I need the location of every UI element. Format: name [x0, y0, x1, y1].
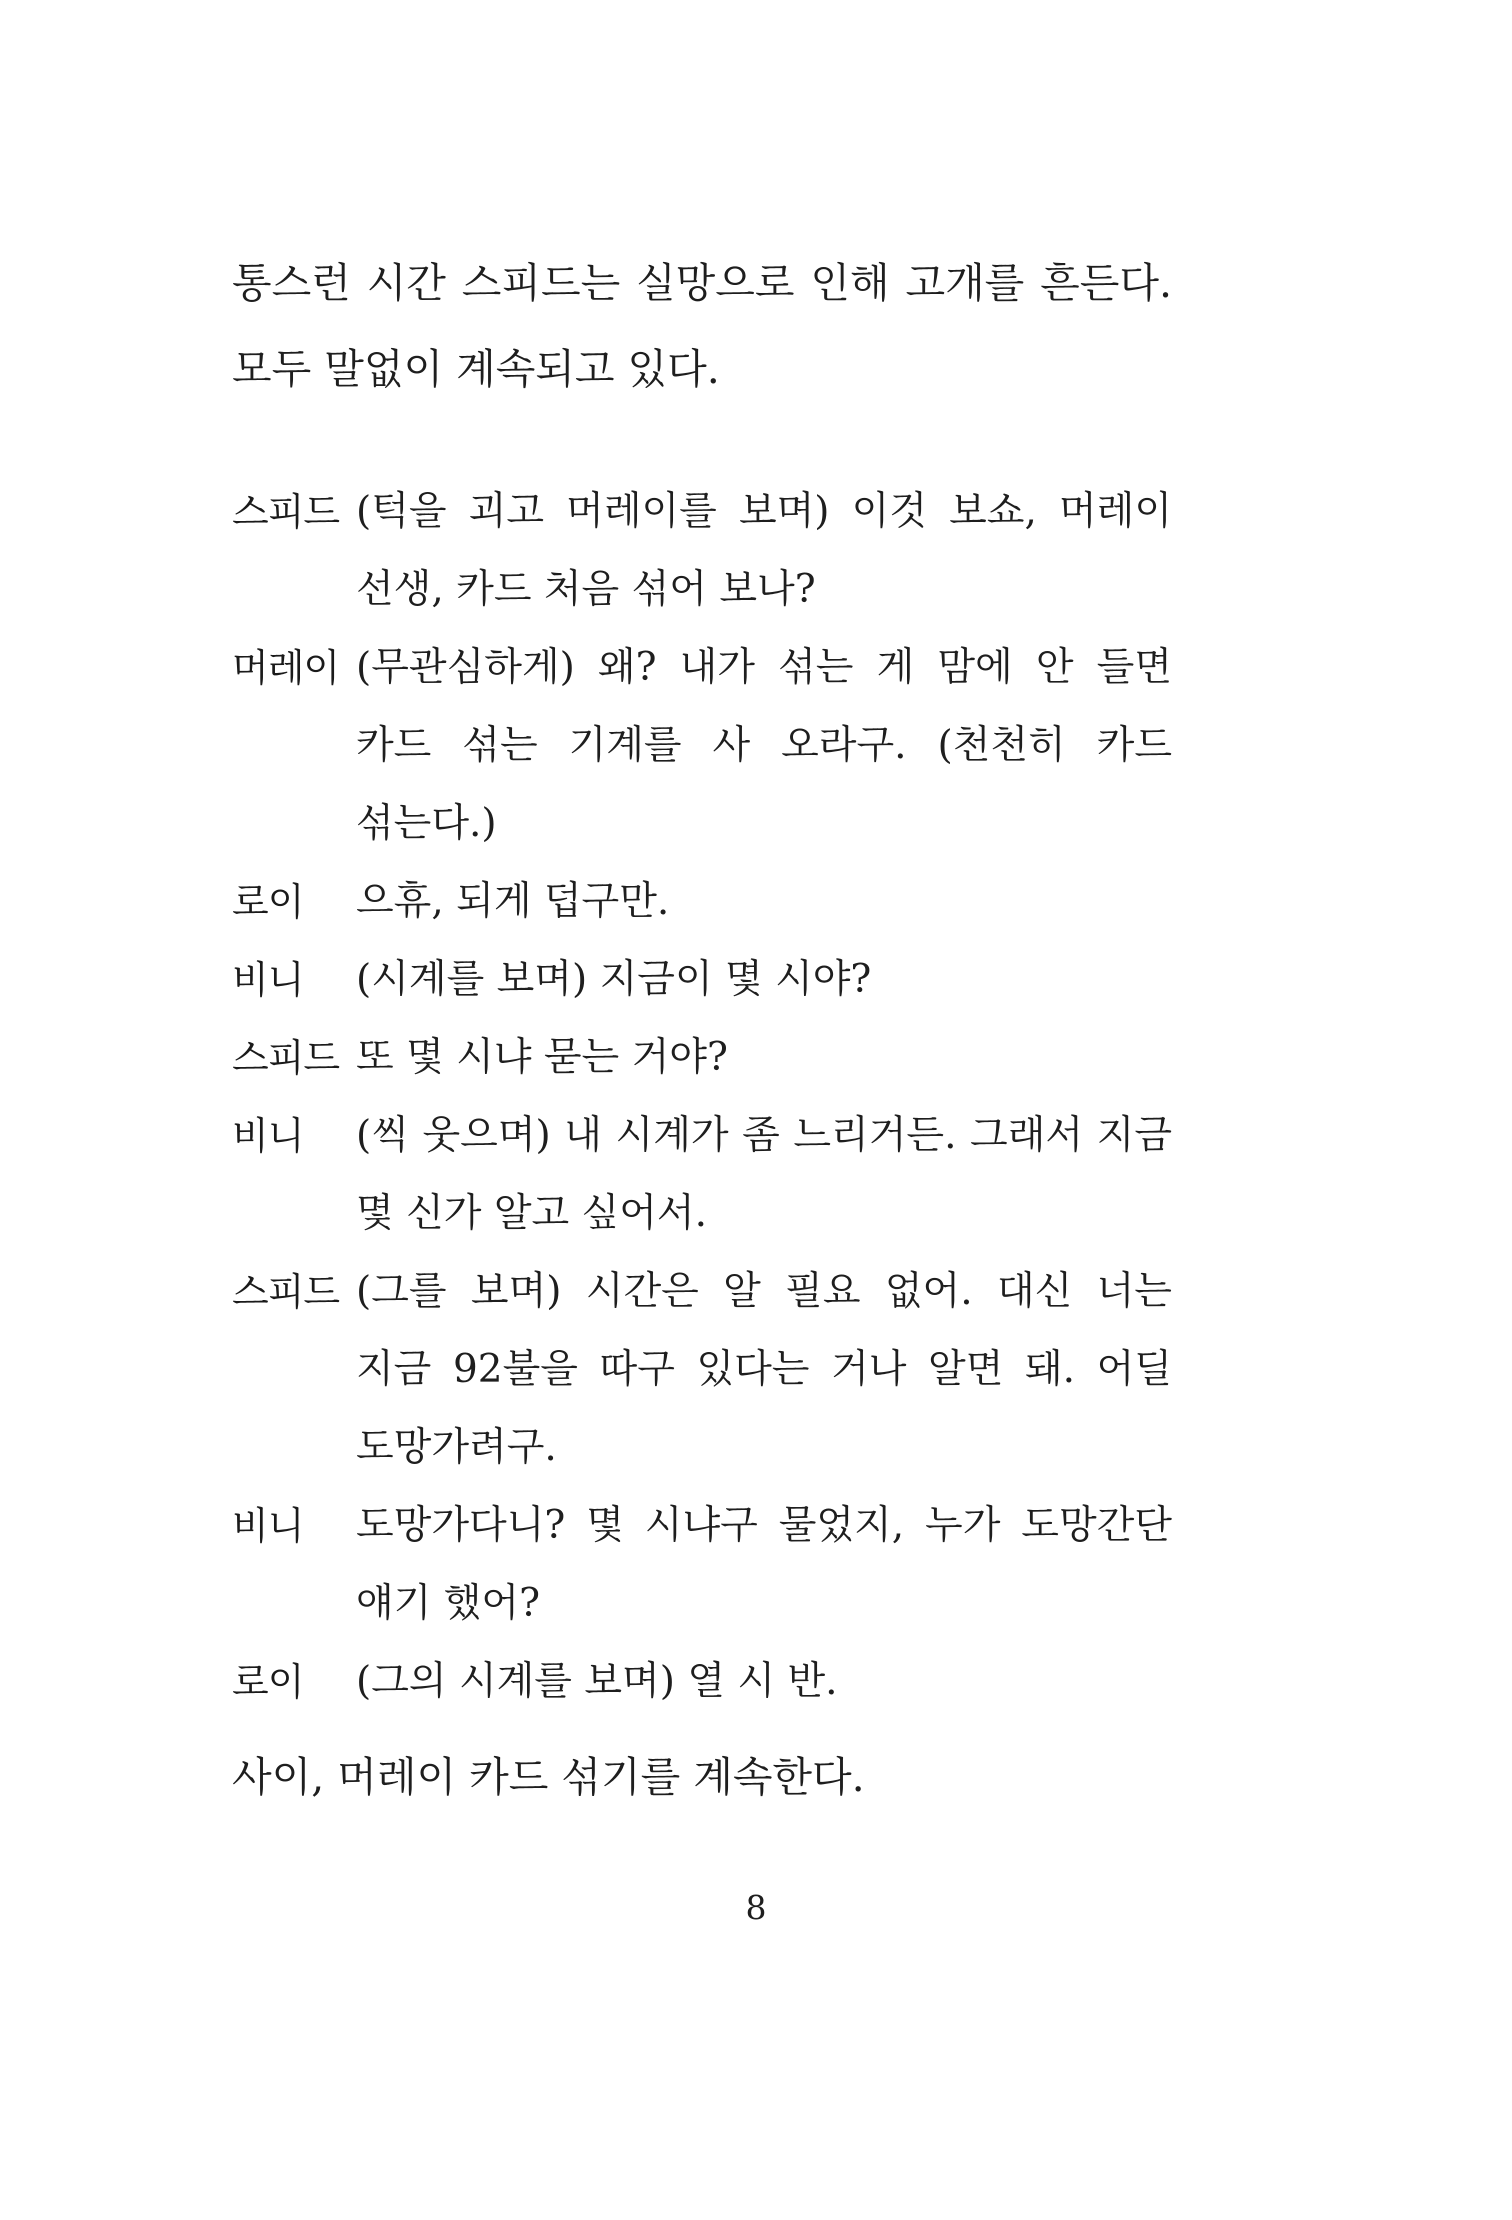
speech-text: (씩 웃으며) 내 시계가 좀 느리거든. 그래서 지금 몇 신가 알고 싶어서.: [356, 1113, 1172, 1236]
dialogue-line: [232, 1643, 1172, 1721]
speaker-name: 머레이: [232, 646, 340, 690]
speaker-name: 스피드: [232, 1036, 340, 1080]
dialogue-line: [232, 473, 1172, 629]
speaker-name: 스피드: [232, 490, 340, 534]
speaker-name: 로이: [232, 880, 304, 924]
speaker-name: 로이: [232, 1660, 304, 1704]
speech-text: 또 몇 시냐 묻는 거야?: [356, 1035, 728, 1080]
speaker-name: 비니: [232, 958, 304, 1002]
speaker-name: 비니: [232, 1114, 304, 1158]
dialogue-line: [232, 941, 1172, 1019]
dialogue-line: [232, 1019, 1172, 1097]
speech-text: (그를 보며) 시간은 알 필요 없어. 대신 너는 지금 92불을 따구 있다는 거나 알면 돼. 어딜 도망가려구.: [356, 1269, 1172, 1470]
dialogue-line: [232, 863, 1172, 941]
speech-text: 으휴, 되게 덥구만.: [356, 879, 670, 924]
dialogue-block: [232, 473, 1172, 1721]
speaker-name: 비니: [232, 1504, 304, 1548]
page-number: 8: [745, 1888, 767, 1927]
speaker-name: 스피드: [232, 1270, 340, 1314]
dialogue-line: [232, 1253, 1172, 1487]
speech-text: 도망가다니? 몇 시냐구 물었지, 누가 도망간단 얘기 했어?: [356, 1503, 1172, 1626]
stage-direction-closing: 사이, 머레이 카드 섞기를 계속한다.: [232, 1753, 865, 1801]
speech-text: (무관심하게) 왜? 내가 섞는 게 맘에 안 들면 카드 섞는 기계를 사 오라구. (천천히 카드 섞는다.): [356, 645, 1172, 846]
dialogue-line: [232, 629, 1172, 863]
dialogue-line: [232, 1097, 1172, 1253]
speech-text: (시계를 보며) 지금이 몇 시야?: [356, 957, 872, 1002]
dialogue-line: [232, 1487, 1172, 1643]
speech-text: (그의 시계를 보며) 열 시 반.: [356, 1659, 838, 1704]
speech-text: (턱을 괴고 머레이를 보며) 이것 보쇼, 머레이 선생, 카드 처음 섞어 보나?: [356, 489, 1172, 612]
stage-direction-opening: 통스런 시간 스피드는 실망으로 인해 고개를 흔든다. 모두 말없이 계속되고 있다.: [232, 259, 1172, 393]
